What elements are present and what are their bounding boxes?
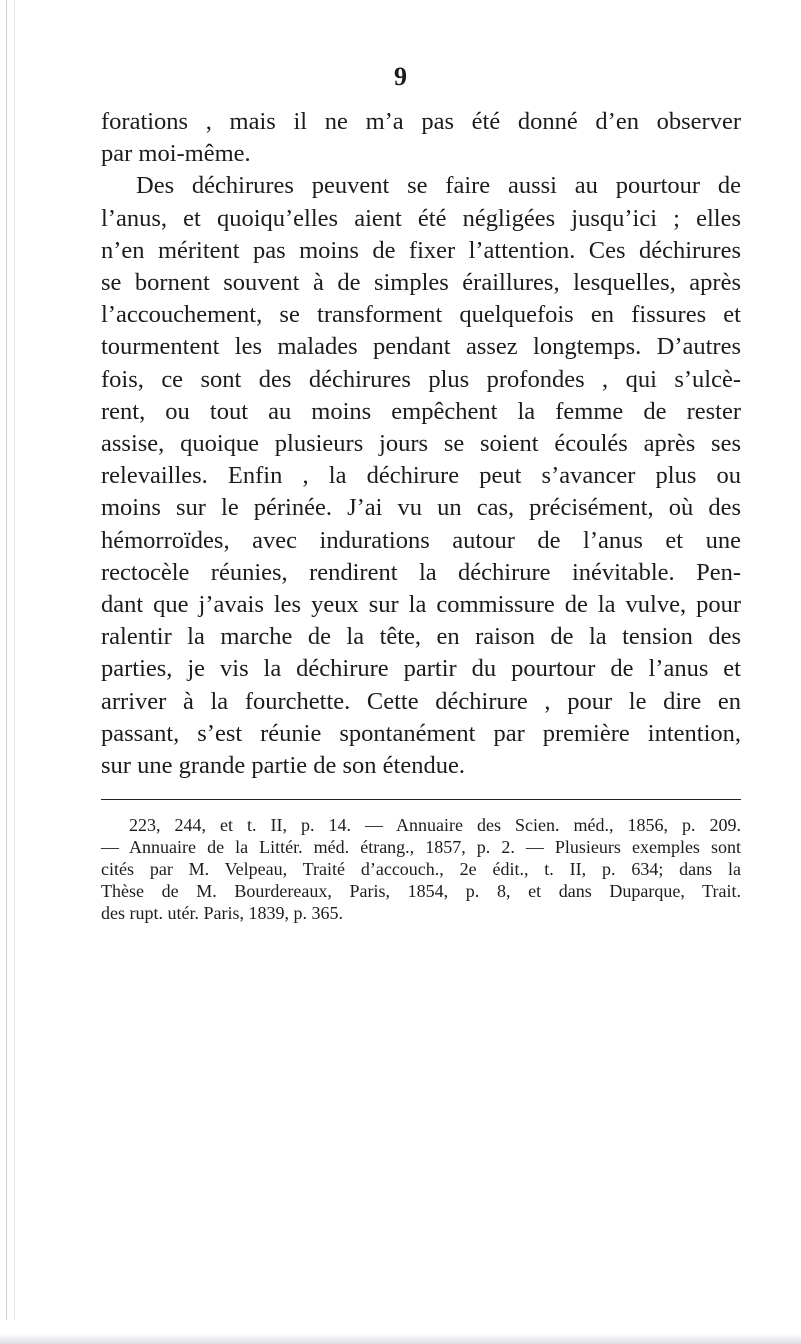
text-line: se bornent souvent à de simples éraillures, lesquelles, après [101,269,741,297]
text-line: moins sur le périnée. J’ai vu un cas, précisément, où des [101,494,741,522]
text-line: rent, ou tout au moins empêchent la femme de rester [101,397,741,425]
text-line: hémorroïdes, avec indurations autour de l’anus et une [101,526,741,554]
text-line: arriver à la fourchette. Cette déchirure , pour le dire en [101,687,741,715]
footnote-line: Thèse de M. Bourdereaux, Paris, 1854, p. 8, et dans Duparque, Trait. [101,881,741,901]
text-line: rectocèle réunies, rendirent la déchirure inévitable. Pen- [101,558,741,586]
body-text [101,106,741,782]
page-number: 9 [394,62,407,91]
text-line: assise, quoique plusieurs jours se soient écoulés après ses [101,430,741,458]
text-line: fois, ce sont des déchirures plus profondes , qui s’ulcè- [101,365,741,393]
footnote-line: — Annuaire de la Littér. méd. étrang., 1857, p. 2. — Plusieurs exemples sont [101,837,741,857]
text-line: passant, s’est réunie spontanément par première intention, [101,719,741,747]
page-edge-line-secondary [14,0,15,1320]
text-line: forations , mais il ne m’a pas été donné d’en observer [101,108,741,135]
footnote-divider [101,799,741,800]
text-line: parties, je vis la déchirure partir du pourtour de l’anus et [101,655,741,683]
text-line: par moi-même. [101,140,251,168]
page-edge-line [6,0,7,1320]
footnote-line: 223, 244, et t. II, p. 14. — Annuaire des Scien. méd., 1856, p. 209. [129,815,741,835]
text-line: n’en méritent pas moins de fixer l’attention. Ces déchirures [101,236,741,264]
text-line: relevailles. Enfin , la déchirure peut s’avancer plus ou [101,462,741,490]
text-line: l’accouchement, se transforment quelquefois en fissures et [101,301,741,329]
text-line: sur une grande partie de son étendue. [101,752,465,780]
footnotes [101,814,741,924]
footnote-line: cités par M. Velpeau, Traité d’accouch., 2e édit., t. II, p. 634; dans la [101,859,741,879]
text-line: l’anus, et quoiqu’elles aient été négligées jusqu’ici ; elles [101,204,741,232]
text-line: tourmentent les malades pendant assez longtemps. D’autres [101,333,741,361]
text-line: dant que j’avais les yeux sur la commissure de la vulve, pour [101,591,741,619]
page-bottom-shadow [0,1334,801,1344]
footnote-line: des rupt. utér. Paris, 1839, p. 365. [101,903,343,923]
text-line: Des déchirures peuvent se faire aussi au pourtour de [136,172,741,200]
text-line: ralentir la marche de la tête, en raison de la tension des [101,623,741,651]
